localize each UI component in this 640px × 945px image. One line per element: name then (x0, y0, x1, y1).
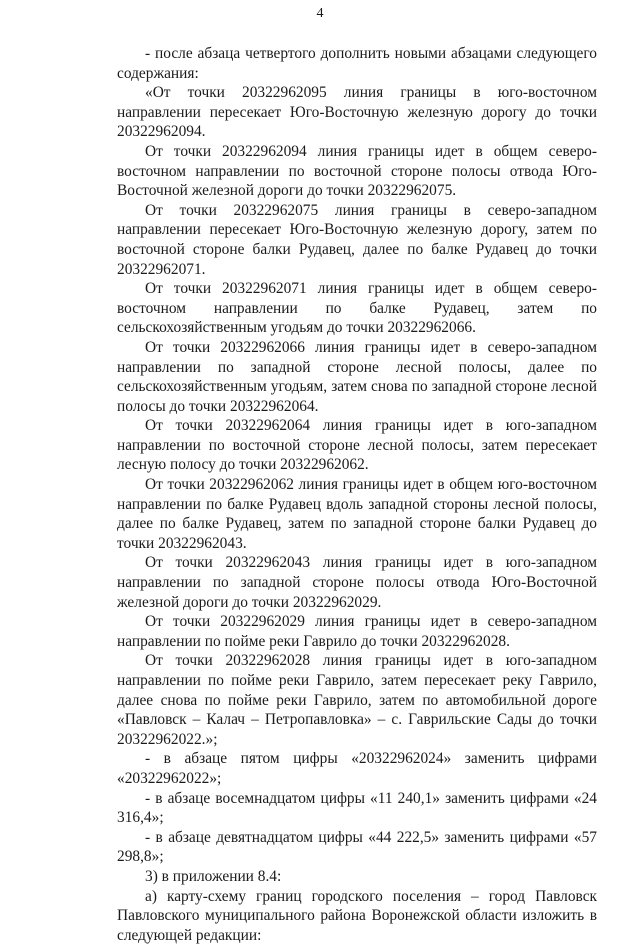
document-body (117, 44, 597, 945)
paragraph: От точки 20322962028 линия границы идет в юго-западном направлении по пойме реки Гаврило, затем пересекает реку Гаврило, далее снова по пойме реки Гаврило, затем по автомобильной дороге «Павловск – Калач – Петропавловка» – с. Гаврильские Сады до точки 20322962022.»; (117, 652, 597, 748)
paragraph: От точки 20322962066 линия границы идет в северо-западном направлении по западной стороне лесной полосы, далее по сельскохозяйственным угодьям, затем снова по западной стороне лесной полосы до точки 20322962064. (117, 338, 597, 415)
paragraph: От точки 20322962071 линия границы идет в общем северо-восточном направлении по балке Рудавец, затем по сельскохозяйственным угодьям до точки 20322962066. (117, 280, 597, 337)
paragraph: От точки 20322962075 линия границы в северо-западном направлении пересекает Юго-Восточную железную дорогу, затем по восточной стороне балки Рудавец, далее по балке Рудавец до точки 20322962071. (117, 201, 597, 278)
paragraph: От точки 20322962094 линия границы идет в общем северо-восточном направлении по восточной стороне полосы отвода Юго-Восточной железной дороги до точки 20322962075. (117, 142, 597, 200)
paragraph: - в абзаце пятом цифры «20322962024» заменить цифрами «20322962022»; (117, 750, 597, 787)
paragraph: От точки 20322962062 линия границы идет в общем юго-восточном направлении по балке Рудавец вдоль западной стороны лесной полосы, далее по балке Рудавец, затем по западной стороне балки Рудавец до точки 20322962043. (117, 476, 597, 552)
paragraph: От точки 20322962029 линия границы идет в северо-западном направлении по пойме реки Гаврило до точки 20322962028. (117, 613, 597, 650)
paragraph: 3) в приложении 8.4: (145, 867, 282, 885)
paragraph: «От точки 20322962095 линия границы в юго-восточном направлении пересекает Юго-Восточную железную дорогу до точки 20322962094. (117, 84, 597, 141)
paragraph: а) карту-схему границ городского поселения – город Павловск Павловского муниципального района Воронежской области изложить в следующей редакции: (117, 887, 597, 944)
paragraph: - после абзаца четвертого дополнить новыми абзацами следующего содержания: (117, 45, 597, 82)
paragraph: - в абзаце девятнадцатом цифры «44 222,5» заменить цифрами «57 298,8»; (117, 828, 597, 866)
paragraph: От точки 20322962064 линия границы идет в юго-западном направлении по восточной стороне лесной полосы, затем пересекает лесную полосу до точки 20322962062. (117, 417, 597, 474)
page-number: 4 (316, 6, 324, 21)
paragraph: От точки 20322962043 линия границы идет в юго-западном направлении по западной стороне полосы отвода Юго-Восточной железной дороги до точки 20322962029. (117, 554, 597, 611)
paragraph: - в абзаце восемнадцатом цифры «11 240,1» заменить цифрами «24 316,4»; (117, 789, 597, 827)
